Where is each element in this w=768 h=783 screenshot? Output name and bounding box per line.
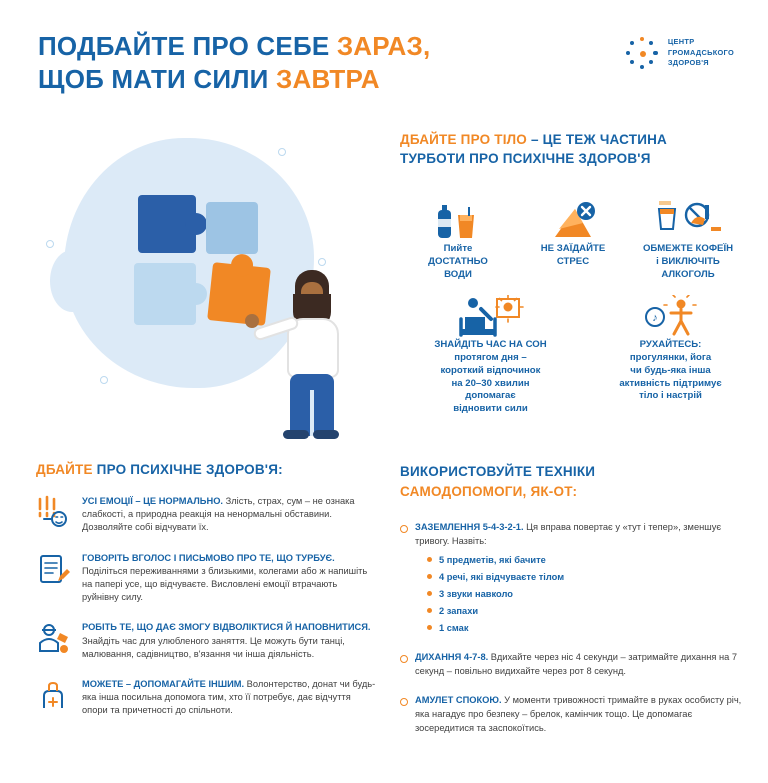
body-care-title-rest: – ЦЕ ТЕЖ ЧАСТИНА [527,132,668,147]
sub-list-item: 5 предметів, які бачите [427,554,745,567]
helping-hands-icon [36,678,70,714]
technique-bold: ДИХАННЯ 4-7-8. [415,652,489,663]
list-item-text [82,552,376,605]
tile-4-line3: короткий відпочинок [440,364,541,376]
logo-mark-icon [625,36,659,70]
list-item [36,678,376,718]
tile-4-line1: ЗНАЙДІТЬ ЧАС НА СОН [434,339,547,350]
technique-body: У моменти тривожності тримайте в руках особисту річ, яка нагадує про безпеку – брелок, камінчик тощо. Це допомагає зосередитися та заспокоїтись. [415,695,742,733]
emotions-icon [36,495,70,531]
grounding-sub-list [427,554,745,635]
body-care-title [400,130,736,168]
tile-limit-caffeine-alcohol [628,199,748,282]
tile-3-line2: і ВИКЛЮЧІТЬ [656,255,720,267]
tile-5-line5: тіло і настрій [639,390,702,402]
list-item-bold: МОЖЕТЕ – ДОПОМАГАЙТЕ ІНШИМ. [82,678,245,689]
water-bottle-icon [408,199,508,243]
techniques-title-line1: ВИКОРИСТОВУЙТЕ ТЕХНІКИ [400,464,596,479]
head-nose [50,250,94,312]
sleep-bed-icon [403,295,578,339]
title-line1-part1: ПОДБАЙТЕ ПРО СЕБЕ [38,31,337,61]
tile-1-line3: ВОДИ [444,268,472,280]
technique-body: Вдихайте через ніс 4 секунди – затримайте дихання на 7 секунд – повільно видихайте через рот 8 секунд. [415,652,738,676]
logo [625,36,734,70]
header [0,0,768,110]
mental-health-title-accent: ДБАЙТЕ [36,462,97,477]
person-figure [257,270,362,440]
coffee-alcohol-icon [628,199,748,243]
decor-dot-icon [278,148,286,156]
list-item-text [82,678,376,718]
techniques-section [400,462,745,748]
logo-line-3: ЗДОРОВ'Я [667,58,709,68]
list-item [36,621,376,661]
list-item-text [82,495,376,535]
logo-line-2: ГРОМАДСЬКОГО [667,47,734,57]
logo-text [668,37,734,69]
sub-list-item: 4 речі, які відчуваєте тілом [427,571,745,584]
hobby-paint-icon [36,621,70,657]
puzzle-piece-blue-dark [138,195,196,253]
list-item-body: Знайдіть час для улюбленого заняття. Це можуть бути танці, малювання, садівництво, в'язання чи інша діяльність. [82,635,345,659]
tile-4-line4: на 20–30 хвилин [451,377,530,389]
tile-1-line1: Пийте [443,243,473,254]
mental-health-title-rest: ПРО ПСИХІЧНЕ ЗДОРОВ'Я: [96,462,283,477]
technique-bold: АМУЛЕТ СПОКОЮ. [415,695,502,706]
tile-5-line4: активність підтримує [619,377,722,389]
body-care-heading [400,130,736,168]
decor-dot-icon [318,258,326,266]
logo-line-1: ЦЕНТР [667,36,695,46]
body-care-title-line2: ТУРБОТИ ПРО ПСИХІЧНЕ ЗДОРОВ'Я [400,151,651,167]
list-item-text [82,621,376,661]
list-item-bold: УСІ ЕМОЦІЇ – ЦЕ НОРМАЛЬНО. [82,496,224,506]
tile-4-line2: протягом дня – [454,351,527,363]
tile-move-more [593,295,748,403]
tile-nap-time [403,295,578,416]
list-item-bold: ГОВОРІТЬ ВГОЛОС І ПИСЬМОВО ПРО ТЕ, ЩО ТУРБУЄ. [82,552,335,563]
tile-5-line1: РУХАЙТЕСЬ: [639,339,702,350]
tile-no-stress-eating [518,199,628,269]
tile-4-line6: відновити сили [453,403,528,415]
body-care-title-accent: ДБАЙТЕ ПРО ТІЛО [400,132,528,147]
sub-list-item: 1 смак [427,622,745,635]
tile-2-line1: НЕ ЗАЇДАЙТЕ [540,243,606,254]
title-line2-part1: ЩОБ МАТИ СИЛИ [38,64,276,95]
notebook-pen-icon [36,552,70,588]
tile-3-line3: АЛКОГОЛЬ [661,268,715,280]
technique-bold: ЗАЗЕМЛЕННЯ 5-4-3-2-1. [415,522,524,533]
tile-3-line1: ОБМЕЖТЕ КОФЕЇН [642,243,734,254]
sub-list-item: 2 запахи [427,605,745,618]
head-puzzle-illustration [42,130,372,430]
puzzle-piece-blue-pale [134,263,196,325]
technique-item-breathing [400,651,745,678]
tile-5-line2: прогулянки, йога [629,351,712,363]
svg-text:♪: ♪ [651,312,658,324]
tile-2-line2: СТРЕС [556,255,590,267]
list-item-body: Поділіться переживаннями з близькими, колегами або ж напишіть на папері усе, що відчуваєте. Висловлені емоції втрачають руйнівну силу. [82,565,368,603]
decor-dot-icon [46,240,54,248]
technique-item-grounding [400,521,745,635]
title-line2-accent: ЗАВТРА [275,64,380,95]
list-item-body: Волонтерство, донат чи будь-яка інша посильна допомога тим, хто її потребує, дає відчуття опори та причетності до спільноти. [82,678,376,716]
list-item-body: Злість, страх, сум – не ознака слабкості, а природна реакція на ненормальні обставини. Дозволяйте собі відчувати їх. [82,496,355,533]
techniques-title [400,462,745,501]
tile-4-line5: допомагає [465,390,516,402]
sub-list-item: 3 звуки навколо [427,588,745,601]
technique-body: Ця вправа повертає у «тут і тепер», зменшує тривогу. Назвіть: [415,522,722,546]
puzzle-piece-blue-light [206,202,258,254]
cake-forbidden-icon [518,199,628,243]
technique-item-amulet [400,694,745,735]
list-item-bold: РОБІТЬ ТЕ, ЩО ДАЄ ЗМОГУ ВІДВОЛІКТИСЯ Й НАПОВНИТИСЯ. [82,622,371,633]
mental-health-section [36,462,376,734]
techniques-title-line2: САМОДОПОМОГИ, ЯК-ОТ: [400,483,578,499]
exercise-person-icon [593,295,748,339]
techniques-list [400,521,745,735]
list-item [36,495,376,535]
page-title [38,30,558,97]
mental-health-list [36,495,376,717]
decor-dot-icon [100,376,108,384]
tile-1-line2: ДОСТАТНЬО [428,255,488,267]
list-item [36,552,376,605]
tile-drink-water [408,199,508,282]
title-line1-accent: ЗАРАЗ, [336,31,431,61]
tile-5-line3: чи будь-яка інша [630,364,711,376]
mental-health-title [36,462,376,477]
